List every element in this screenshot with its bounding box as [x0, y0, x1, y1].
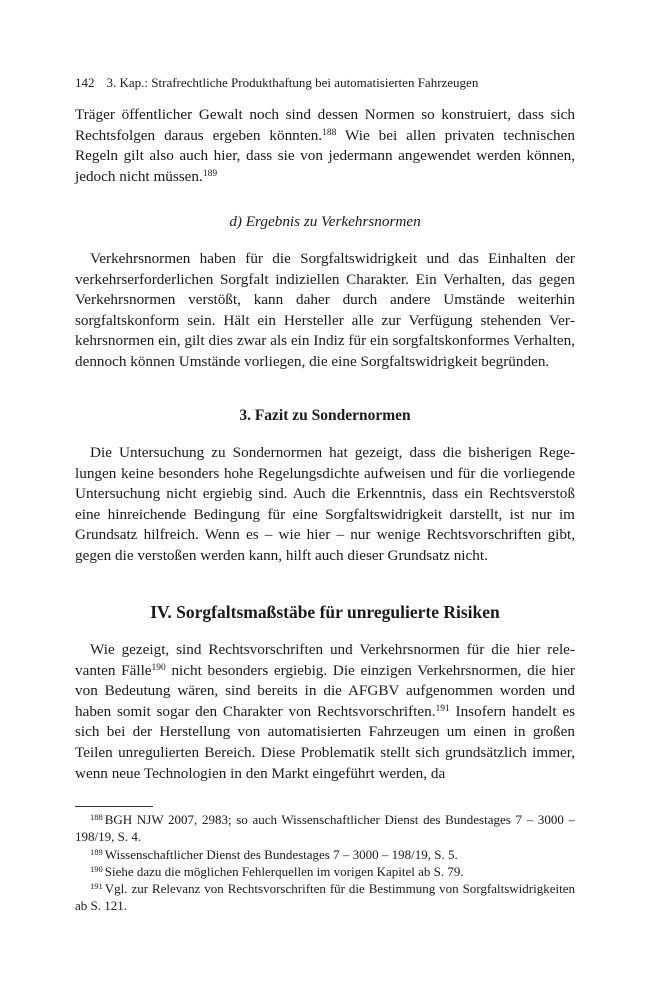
page-number: 142 [75, 75, 95, 90]
footnote-ref-189: 189 [202, 168, 218, 179]
footnote-number: 191 [90, 881, 103, 892]
footnotes [75, 811, 575, 915]
footnote-text: Wissenschaftlicher Dienst des Bundestages 7 – 3000 – 198/19, S. 5. [104, 846, 458, 862]
paragraph-2 [75, 249, 575, 373]
section-heading-3: 3. Fazit zu Sondernormen [239, 407, 411, 424]
footnote-text: BGH NJW 2007, 2983; so auch Wissenschaftlicher Dienst des Bundestages 7 – 3000 – 198/19, S. 4. [75, 812, 575, 845]
footnote-number: 189 [90, 846, 103, 857]
paragraph-4 [75, 640, 575, 784]
running-head [75, 75, 575, 91]
paragraph-1 [75, 105, 575, 187]
paragraph-2-text: Verkehrsnormen haben für die Sorgfaltswidrigkeit und das Einhalten der verkehrserforderlichen Sorgfalt indiziellen Charakter. Ein Verhalten, das gegen Verkehrsnormen verstößt, kann daher durch andere Umstände weiterhin sorgfaltskonform sein. Hält ein Hersteller alle zur Verfügung stehenden Verkehrsnormen ein, gilt dies zwar als ein Indiz für ein sorgfaltskonformes Verhalten, dennoch können Umstände vorliegen, die eine Sorgfaltswidrigkeit begründen. [75, 250, 575, 370]
footnote-188 [75, 811, 575, 846]
footnote-number: 188 [90, 812, 103, 822]
paragraph-4-text-b: nicht besonders ergiebig. Die einzigen Verkehrsnormen, die hier von Bedeutung wären, sind bereits in die AFGBV aufgenommen worden und haben somit sogar den Charakter von Rechtsvorschriften. [75, 661, 575, 720]
footnote-ref-191: 191 [435, 703, 450, 714]
footnote-divider [75, 806, 153, 807]
footnote-ref-188: 188 [322, 127, 337, 138]
paragraph-4-text-c: Insofern handelt es sich bei der Herstellung von automatisierten Fahrzeugen um einen in großen Teilen unregulierten Bereich. Diese Problematik stellt sich grundsätzlich immer, wenn neue Technologien in den Markt eingeführt werden, da [75, 702, 575, 782]
paragraph-4-text-a: Wie gezeigt, sind Rechtsvorschriften und Verkehrsnormen für die hier relevanten Fälle [75, 641, 575, 679]
paragraph-3-text: Die Untersuchung zu Sondernormen hat gezeigt, dass die bisherigen Regelungen keine besonders hohe Regelungsdichte aufweisen und für die vorliegende Untersuchung nicht ergiebig sind. Auch die Erkenntnis, dass ein Rechtsverstoß eine hinreichende Bedingung für eine Sorgfaltswidrigkeit darstellt, ist nur im Grundsatz hilfreich. Wenn es – wie hier – nur wenige Rechtsvorschriften gibt, gegen die verstoßen werden kann, hilft auch dieser Grundsatz nicht. [75, 444, 575, 564]
paragraph-1-text-b: Wie bei allen privaten technischen Regeln gilt also auch hier, dass sie von jedermann angewendet werden können, jedoch nicht müssen. [75, 126, 575, 185]
footnote-text: Vgl. zur Relevanz von Rechtsvorschriften für die Bestimmung von Sorgfaltswidrigkeiten ab S. 121. [75, 881, 575, 914]
running-head-title: 3. Kap.: Strafrechtliche Produkthaftung bei automatisierten Fahrzeugen [106, 75, 479, 90]
footnote-191 [75, 880, 575, 915]
footnote-189 [75, 846, 575, 863]
footnote-text: Siehe dazu die möglichen Fehlerquellen im vorigen Kapitel ab S. 79. [104, 863, 464, 879]
paragraph-1-text-a: Träger öffentlicher Gewalt noch sind dessen Normen so konstruiert, dass sich Rechtsfolgen daraus ergeben könnten. [75, 106, 575, 144]
paragraph-3 [75, 443, 575, 567]
chapter-heading-IV: IV. Sorgfaltsmaßstäbe für unregulierte Risiken [150, 602, 500, 622]
footnote-number: 190 [90, 863, 103, 874]
footnote-ref-190: 190 [151, 662, 166, 673]
footnote-190 [75, 863, 575, 880]
subsection-heading-d: d) Ergebnis zu Verkehrsnormen [229, 213, 421, 230]
